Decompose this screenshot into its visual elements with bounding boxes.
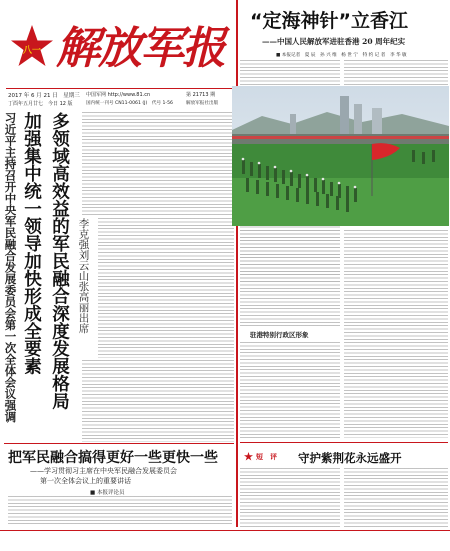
- commentary-headline: 把军民融合搞得更好一些更快一些: [8, 450, 218, 466]
- site-url: 中国军网 http://www.81.cn: [86, 92, 151, 98]
- commentary-label: ■ 本报评论员: [90, 490, 125, 496]
- short-comment-title: 守护紫荆花永远盛开: [298, 451, 402, 465]
- lead-kicker-text: 习近平主持召开中央军民融合发展委员会第一次全体会议强调: [3, 112, 18, 423]
- short-comment-body: [240, 468, 340, 528]
- feature-body-text: [344, 230, 448, 438]
- feature-body-text: [240, 342, 340, 438]
- series-number: 第 21713 期: [186, 92, 216, 98]
- short-comment-body: [344, 468, 448, 528]
- lead-body-text: [82, 112, 234, 216]
- lead-headline-col1: 多领域高效益的军民融合深度发展格局: [49, 112, 70, 410]
- commentary-subtitle-2: 第一次全体会议上的重要讲话: [40, 477, 131, 485]
- lead-headline-col2: 加强集中统一领导加快形成全要素: [21, 112, 42, 375]
- feature-title: “定海神针”立香江: [250, 10, 408, 32]
- feature-subtitle: ——中国人民解放军进驻香港 20 周年纪实: [262, 37, 406, 46]
- commentary-subtitle: ——学习贯彻习主席在中央军民融合发展委员会: [30, 467, 177, 475]
- issue-date: 2017 年 6 月 21 日 星期三: [8, 93, 80, 99]
- lead-attendees: 李克强刘云山张高丽出席: [77, 218, 90, 334]
- section-subhead: 驻港特别行政区形象: [250, 331, 309, 339]
- feature-body-text: [344, 60, 448, 86]
- lunar-date: 丁酉年五月廿七 今日 12 版: [8, 101, 73, 107]
- svg-text:八一: 八一: [22, 46, 42, 56]
- column-label: 短 评: [256, 453, 277, 461]
- lead-kicker: [3, 112, 18, 423]
- feature-byline: ■ 本报记者 夏 辰 孙 兴 维 杨 世 宁 特 约 记 者 李 华 敏: [276, 53, 407, 58]
- lead-body-text: [98, 218, 234, 358]
- lead-body-text: [82, 360, 234, 442]
- publisher: 解放军报社出版: [186, 101, 219, 106]
- newspaper-title: 解放军报: [56, 23, 224, 74]
- short-comment-divider: [240, 442, 448, 443]
- publication-code: 国内统一刊号 CN11-0061 (J) 代号 1-56: [86, 101, 173, 106]
- page-bottom-rule: [0, 530, 450, 531]
- commentary-body-text: [8, 496, 232, 526]
- commentary-divider: [4, 443, 234, 444]
- feature-body-text: [240, 230, 340, 326]
- star-icon: [244, 452, 253, 461]
- parade-photo: [232, 86, 449, 226]
